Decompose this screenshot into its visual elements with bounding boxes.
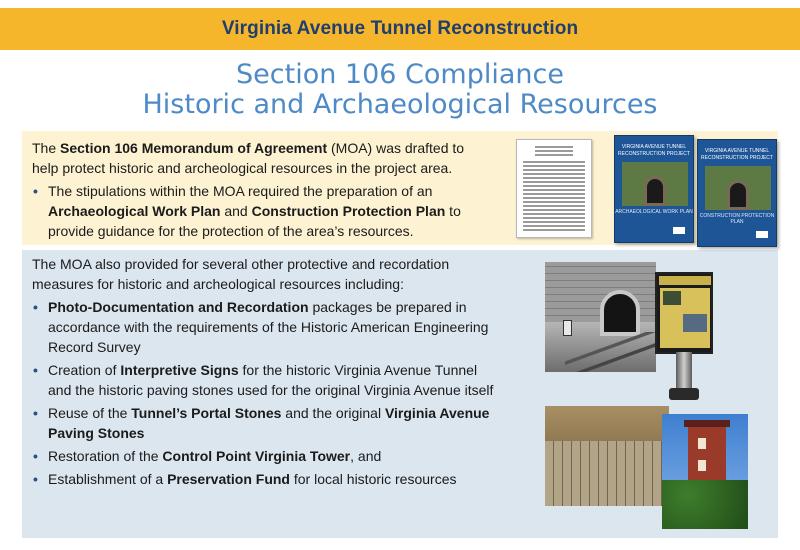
text-run: Restoration of the xyxy=(48,448,163,464)
bullet-item xyxy=(32,181,482,241)
title-banner xyxy=(0,8,800,50)
csx-logo xyxy=(756,231,768,238)
bold-phrase: Virginia Avenue Paving Stones xyxy=(48,405,490,441)
text-run: to provide guidance for the protection of the area’s resources. xyxy=(48,203,461,239)
text-run: , and xyxy=(350,448,382,464)
bullet-item xyxy=(32,446,502,466)
bold-phrase: Archaeological Work Plan xyxy=(48,203,221,219)
text-run: packages be prepared in accordance with the requirements of the Historic American Engineering Record Survey xyxy=(48,299,489,355)
bullet-item xyxy=(32,297,502,357)
heading-line-2: Historic and Archaeological Resources xyxy=(142,89,658,120)
text-run: The xyxy=(32,140,61,156)
text-run: Creation of xyxy=(48,362,121,378)
bold-phrase: Tunnel’s Portal Stones xyxy=(131,405,282,421)
archaeological-work-plan-cover xyxy=(614,135,694,243)
csx-logo xyxy=(673,227,685,234)
bold-phrase: Preservation Fund xyxy=(167,471,290,487)
page-heading xyxy=(0,60,800,120)
measures-intro xyxy=(32,254,502,294)
text-run: (MOA) was drafted to help protect historic and archeological resources in the project area. xyxy=(32,140,465,176)
bullet-item xyxy=(32,469,502,489)
text-run: for the historic Virginia Avenue Tunnel and the historic paving stones used for the original Virginia Avenue itself xyxy=(48,362,494,398)
construction-protection-plan-cover xyxy=(697,139,777,247)
text-run: Reuse of the xyxy=(48,405,132,421)
bullet-item xyxy=(32,360,502,400)
text-run: The stipulations within the MOA required the preparation of an xyxy=(48,183,433,199)
heading-line-1: Section 106 Compliance xyxy=(236,59,564,90)
cover-subtitle: CONSTRUCTION PROTECTION PLAN xyxy=(699,213,775,225)
bold-phrase: Control Point Virginia Tower xyxy=(162,448,351,464)
cover-title: VIRGINIA AVENUE TUNNEL RECONSTRUCTION PROJECT xyxy=(618,144,690,157)
measures-text xyxy=(32,254,502,489)
tunnel-cover-photo xyxy=(705,166,771,210)
measures-bullet-list xyxy=(32,297,502,489)
text-run: Establishment of a xyxy=(48,471,168,487)
cover-title: VIRGINIA AVENUE TUNNEL RECONSTRUCTION PROJECT xyxy=(701,148,773,161)
bold-phrase: Section 106 Memorandum of Agreement xyxy=(60,140,328,156)
sign-post xyxy=(676,352,692,392)
banner-title: Virginia Avenue Tunnel Reconstruction xyxy=(221,18,579,39)
bold-phrase: Photo-Documentation and Recordation xyxy=(48,299,309,315)
text-run: and xyxy=(220,203,252,219)
tunnel-portal-photo xyxy=(545,262,656,372)
bold-phrase: Construction Protection Plan xyxy=(251,203,446,219)
interpretive-sign-photo xyxy=(655,272,713,354)
moa-intro xyxy=(32,138,482,178)
paving-stones-photo xyxy=(545,406,669,506)
cover-subtitle: ARCHAEOLOGICAL WORK PLAN xyxy=(615,209,693,215)
bullet-item xyxy=(32,403,502,443)
control-tower-photo xyxy=(662,414,748,529)
moa-document-thumbnail xyxy=(516,139,592,238)
moa-bullet-list xyxy=(32,181,482,241)
text-run: and the original xyxy=(281,405,385,421)
text-run: The MOA also provided for several other protective and recordation measures for historic and archeological resources including: xyxy=(32,256,450,292)
moa-text xyxy=(32,138,482,241)
tunnel-cover-photo xyxy=(622,162,688,206)
sign-post-base xyxy=(669,388,699,400)
bold-phrase: Interpretive Signs xyxy=(120,362,239,378)
text-run: for local historic resources xyxy=(289,471,457,487)
